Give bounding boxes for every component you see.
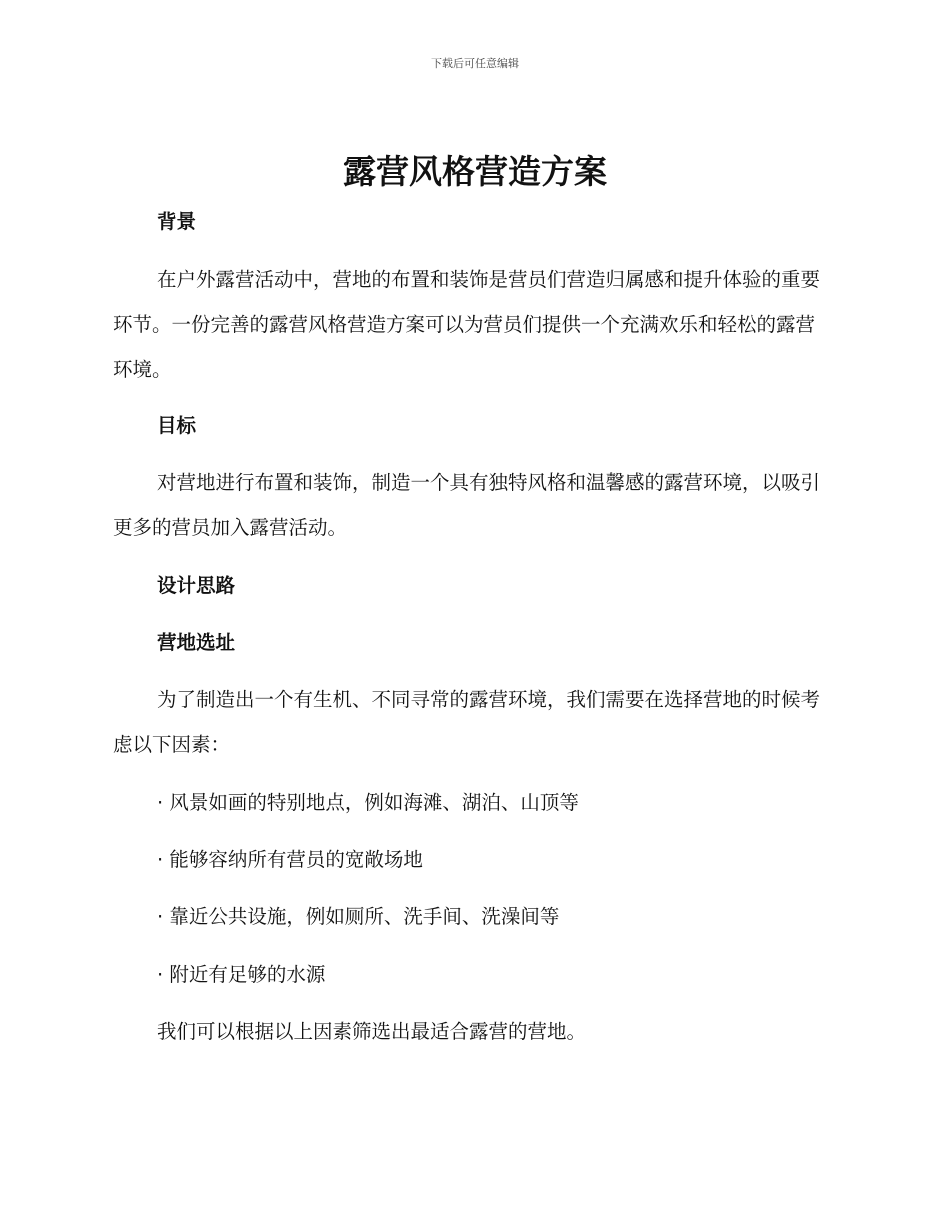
section-heading-goal: 目标 xyxy=(157,414,197,437)
list-item: · 能够容纳所有营员的宽敞场地 xyxy=(157,848,423,871)
paragraph-background: 在户外露营活动中，营地的布置和装饰是营员们营造归属感和提升体验的重要环节。一份完善的露营风格营造方案可以为营员们提供一个充满欢乐和轻松的露营环境。 xyxy=(113,268,821,381)
paragraph-site-intro: 为了制造出一个有生机、不同寻常的露营环境，我们需要在选择营地的时候考虑以下因素： xyxy=(113,688,821,756)
paragraph-goal: 对营地进行布置和装饰，制造一个具有独特风格和温馨感的露营环境，以吸引更多的营员加入露营活动。 xyxy=(113,471,821,539)
list-item: · 附近有足够的水源 xyxy=(157,963,326,986)
section-heading-background: 背景 xyxy=(157,210,197,233)
section-heading-design: 设计思路 xyxy=(157,574,236,597)
list-item: · 靠近公共设施，例如厕所、洗手间、洗澡间等 xyxy=(157,905,560,928)
list-item: · 风景如画的特别地点，例如海滩、湖泊、山顶等 xyxy=(157,791,579,814)
paragraph-site-conclusion: 我们可以根据以上因素筛选出最适合露营的营地。 xyxy=(157,1020,587,1043)
header-note: 下载后可任意编辑 xyxy=(431,57,519,70)
section-heading-site: 营地选址 xyxy=(157,631,236,654)
document-title: 露营风格营造方案 xyxy=(343,152,607,191)
